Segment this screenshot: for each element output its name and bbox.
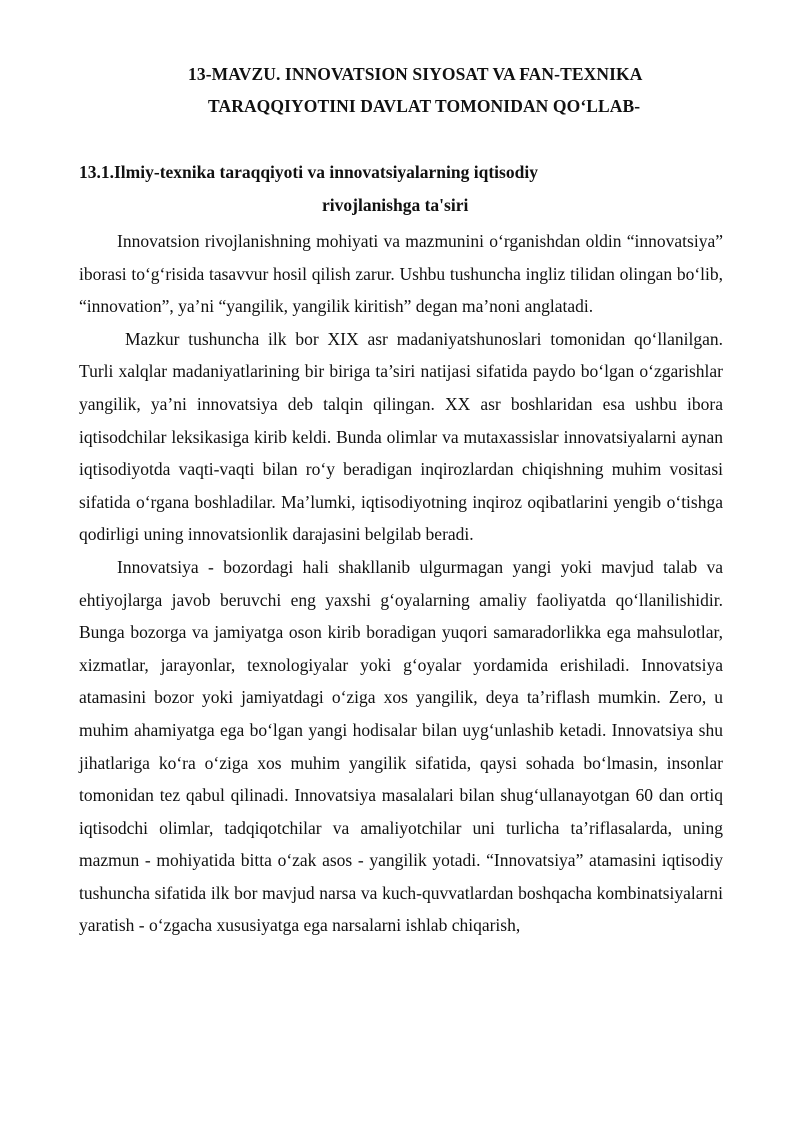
section-heading-line-1: 13.1.Ilmiy-texnika taraqqiyoti va innovatsiyalarning iqtisodiy [79,162,538,182]
chapter-title-line-1: 13-MAVZU. INNOVATSION SIYOSAT VA FAN-TEXNIKA [188,64,643,84]
paragraph: Innovatsiya - bozordagi hali shakllanib ulgurmagan yangi yoki mavjud talab va ehtiyojlarga javob beruvchi eng yaxshi g‘oyalarning amaliy faoliyatda qo‘llanilishidir. Bunga bozorga va jamiyatga oson kirib boradigan yuqori samaradorlikka ega mahsulotlar, xizmatlar, jarayonlar, texnologiyalar yoki g‘oyalar yordamida erishiladi. Innovatsiya atamasini bozor yoki jamiyatdagi o‘ziga xos yangilik, deya ta’riflash mumkin. Zero, u muhim ahamiyatga ega bo‘lgan yangi hodisalar bilan uyg‘unlashib ketadi. Innovatsiya shu jihatlariga ko‘ra o‘ziga xos muhim yangilik sifatida, qaysi sohada bo‘lmasin, insonlar tomonidan tez qabul qilinadi. Innovatsiya masalalari bilan shug‘ullanayotgan 60 dan ortiq iqtisodchi olimlar, tadqiqotchilar va amaliyotchilar uni turlicha ta’riflasalarda, uning mazmun - mohiyatida bitta o‘zak asos - yangilik yotadi. “Innovatsiya” atamasini iqtisodiy tushuncha sifatida ilk bor mavjud narsa va kuch-quvvatlardan boshqacha kombinatsiyalarni yaratish - o‘zgacha xususiyatga ega narsalarni ishlab chiqarish, [79,556,723,936]
paragraph: Innovatsion rivojlanishning mohiyati va mazmunini o‘rganishdan oldin “innovatsiya” iborasi to‘g‘risida tasavvur hosil qilish zarur. Ushbu tushuncha ingliz tilidan olingan bo‘lib, “innovation”, ya’ni “yangilik, yangilik kiritish” degan ma’noni anglatadi. [79,231,723,317]
paragraph: Mazkur tushuncha ilk bor XIX asr madaniyatshunoslari tomonidan qo‘llanilgan. Turli xalqlar madaniyatlarining bir biriga ta’siri natijasi sifatida paydo bo‘lgan o‘zgarishlar yangilik, ya’ni innovatsiya deb talqin qilingan. XX asr boshlaridan esa ushbu ibora iqtisodchilar leksikasiga kirib keldi. Bunda olimlar va mutaxassislar innovatsiyalarni aynan iqtisodiyotda vaqti-vaqti bilan ro‘y beradigan inqirozlardan chiqishning muhim vositasi sifatida o‘rgana boshladilar. Ma’lumki, iqtisodiyotning inqiroz oqibatlarini yengib o‘tishga qodirligi uning innovatsionlik darajasini belgilab beradi. [79,328,723,545]
document-body [79,225,723,942]
section-heading-line-2: rivojlanishga ta'siri [322,195,469,215]
chapter-title-line-2: TARAQQIYOTINI DAVLAT TOMONIDAN QO‘LLAB- [208,96,641,116]
